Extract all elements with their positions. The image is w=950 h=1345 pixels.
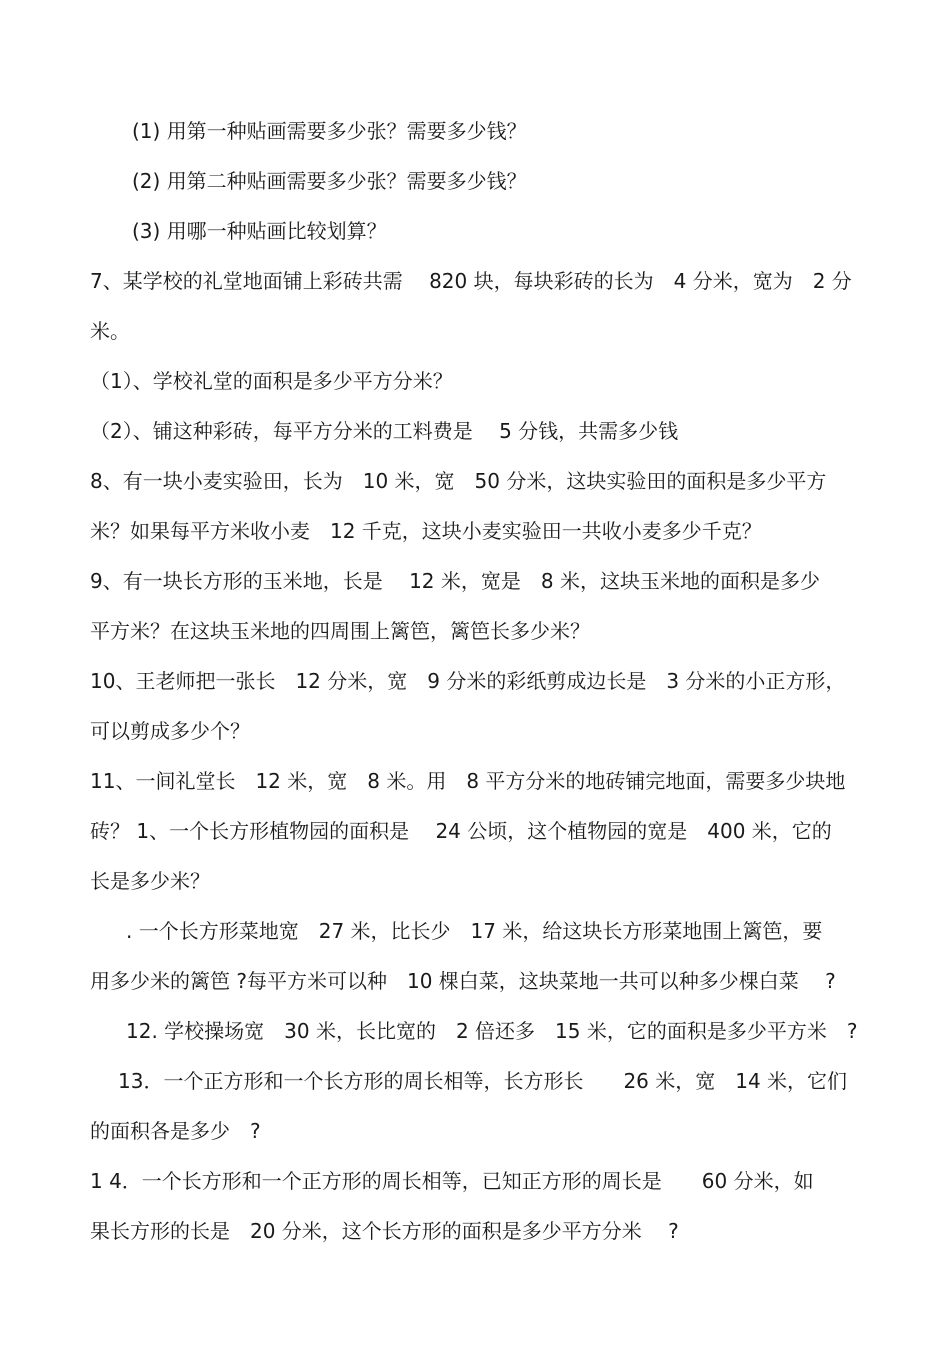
question-11-line-3: 长是多少米？ xyxy=(90,869,210,893)
question-13-line-2: 的面积各是多少 ? xyxy=(90,1119,261,1143)
question-6-part-1: (1) 用第一种贴画需要多少张？需要多少钱？ xyxy=(132,119,527,143)
question-10-line-2: 可以剪成多少个？ xyxy=(90,719,250,743)
question-8-line-1: 8、有一块小麦实验田，长为 10 米，宽 50 分米，这块实验田的面积是多少平方 xyxy=(90,469,827,493)
question-8-line-2: 米？如果每平方米收小麦 12 千克，这块小麦实验田一共收小麦多少千克？ xyxy=(90,519,762,543)
question-6-part-3: (3) 用哪一种贴画比较划算？ xyxy=(132,219,387,243)
vegetable-field-line-2: 用多少米的篱笆 ?每平方米可以种 10 棵白菜，这块菜地一共可以种多少棵白菜 ? xyxy=(90,969,836,993)
question-7-line-1: 7、某学校的礼堂地面铺上彩砖共需 820 块，每块彩砖的长为 4 分米，宽为 2 分 xyxy=(90,269,852,293)
question-7-part-2: （2）、铺这种彩砖，每平方分米的工料费是 5 分钱，共需多少钱 xyxy=(90,419,679,443)
question-10-line-1: 10、王老师把一张长 12 分米，宽 9 分米的彩纸剪成边长是 3 分米的小正方形， xyxy=(90,669,846,693)
question-13-line-1: 13．一个正方形和一个长方形的周长相等，长方形长 26 米，宽 14 米，它们 xyxy=(118,1069,848,1093)
question-6-part-2: (2) 用第二种贴画需要多少张？需要多少钱？ xyxy=(132,169,527,193)
vegetable-field-line-1: . 一个长方形菜地宽 27 米，比长少 17 米，给这块长方形菜地围上篱笆，要 xyxy=(126,919,823,943)
question-11-line-2: 砖？ 1、一个长方形植物园的面积是 24 公顷，这个植物园的宽是 400 米，它的 xyxy=(90,819,832,843)
question-7-line-2: 米。 xyxy=(90,319,130,343)
question-12-line-1: 12. 学校操场宽 30 米，长比宽的 2 倍还多 15 米，它的面积是多少平方米 ? xyxy=(126,1019,858,1043)
question-14-line-2: 果长方形的长是 20 分米，这个长方形的面积是多少平方分米 ? xyxy=(90,1219,679,1243)
question-11-line-1: 11、一间礼堂长 12 米，宽 8 米。用 8 平方分米的地砖铺完地面，需要多少块地 xyxy=(90,769,846,793)
question-14-line-1: 1 4．一个长方形和一个正方形的周长相等，已知正方形的周长是 60 分米，如 xyxy=(90,1169,814,1193)
question-7-part-1: （1）、学校礼堂的面积是多少平方分米？ xyxy=(90,369,453,393)
question-9-line-1: 9、有一块长方形的玉米地，长是 12 米，宽是 8 米，这块玉米地的面积是多少 xyxy=(90,569,820,593)
question-9-line-2: 平方米？在这块玉米地的四周围上篱笆，篱笆长多少米？ xyxy=(90,619,590,643)
